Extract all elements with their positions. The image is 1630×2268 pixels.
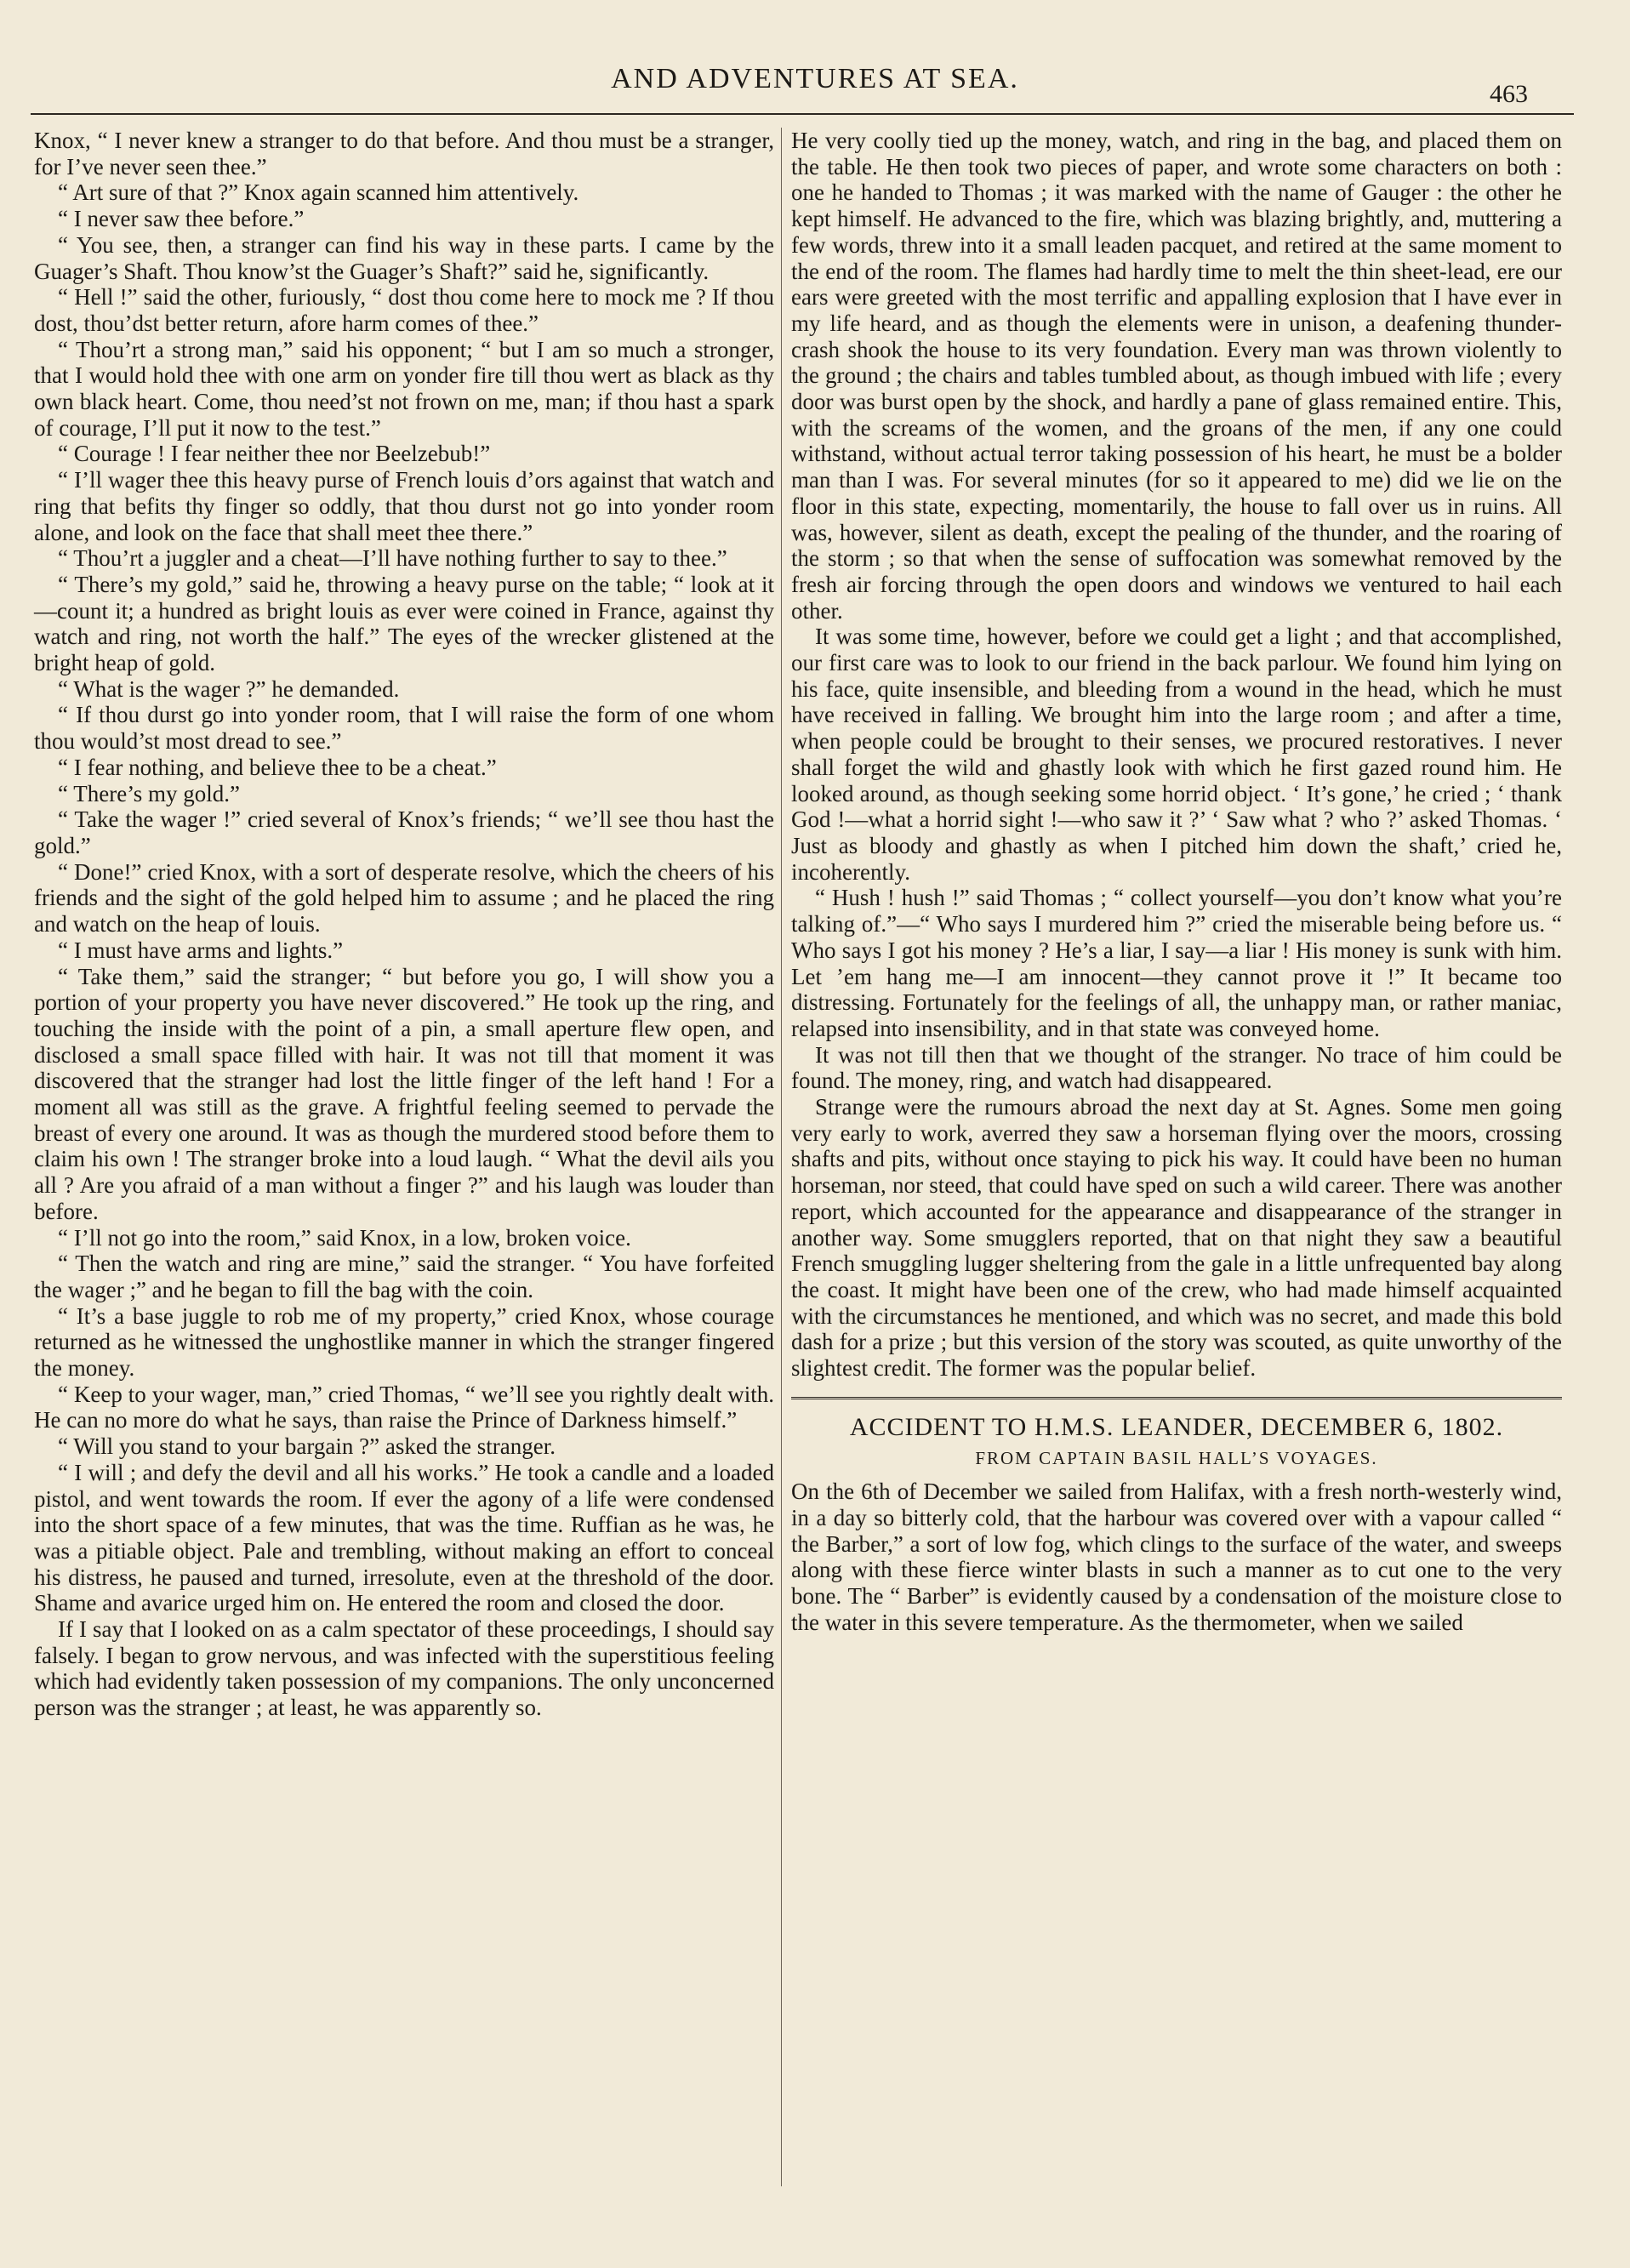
paragraph: “ Done!” cried Knox, with a sort of desperate resolve, which the cheers of his friends and the sight of the gold helped him to assume ; and he placed the ring and watch on the heap of louis. [34,858,774,937]
paragraph: If I say that I looked on as a calm spectator of these proceedings, I should say falsely. I began to grow nervous, and was infected with the superstitious feeling which had evidently taken possession of my companions. The only unconcerned person was the stranger ; at least, he was apparently so. [34,1616,774,1721]
paragraph: “ Thou’rt a juggler and a cheat—I’ll have nothing further to say to thee.” [58,545,727,572]
paragraph: He very coolly tied up the money, watch, and ring in the bag, and placed them on the table. He then took two pieces of paper, and wrote some characters on both : one he handed to Thomas ; it was marked with the name of Gauger : the other he kept himself. He advanced to the fire, which was blazing brightly, and, muttering a few words, threw into it a small leaden pacquet, and retired at the same moment to the end of the room. The flames had hardly time to melt the thin sheet-lead, ere our ears were greeted with the most terrific and appalling explosion that I have ever in my life heard, and as though the elements were in unison, a deafening thunder-crash shook the house to its very foundation. Every man was thrown violently to the ground ; the chairs and tables tumbled about, as though imbued with life ; every door was burst open by the shock, and hardly a pane of glass remained entire. This, with the screams of the women, and the groans of the men, if any one could withstand, without actual terror taking possession of his heart, he must be a bolder man than I was. For several minutes (for so it appeared to me) did we lie on the floor in this state, expecting, momentarily, the house to fall over us in ruins. All was, however, silent as death, except the pealing of the thunder, and the roaring of the storm ; so that when the sense of suffocation was somewhat removed by the fresh air forcing through the open doors and windows we ventured to hail each other. [791,128,1562,624]
paragraph: It was not till then that we thought of the stranger. No trace of him could be found. The money, ring, and watch had disappeared. [791,1041,1562,1094]
paragraph: Strange were the rumours abroad the next day at St. Agnes. Some men going very early to work, averred they saw a horseman flying over the moors, crossing shafts and pits, without once staying to pick his way. It could have been no human horseman, nor steed, that could have sped on such a wild career. There was another report, which accounted for the appearance and disappearance of the stranger in another way. Some smugglers reported, that on that night they saw a beautiful French smuggling lugger sheltering from the gale in a little unfrequented bay along the coast. It might have been one of the crew, who had made himself acquainted with the circumstances he mentioned, and which was no secret, and made this bold dash for a prize ; but this version of the story was scouted, as quite unworthy of the slightest credit. The former was the popular belief. [791,1094,1562,1382]
paragraph: “ I’ll not go into the room,” said Knox, in a low, broken voice. [58,1224,631,1251]
paragraph: “ I will ; and defy the devil and all his works.” He took a candle and a loaded pistol, and went towards the room. If ever the agony of a life were condensed into the short space of a few minutes, that was the time. Ruffian as he was, he was a pitiable object. Pale and trembling, without making an effort to conceal his distress, he paused and turned, irresolute, even at the threshold of the door. Shame and avarice urged him on. He entered the room and closed the door. [34,1459,774,1616]
paragraph: “ Hush ! hush !” said Thomas ; “ collect yourself—you don’t know what you’re talking of.”—“ Who says I murdered him ?” cried the miserable being before us. “ Who says I got his money ? He’s a liar, I say—a liar ! His money is sunk with him. Let ’em hang me—I am innocent—they cannot prove it !” It became too distressing. Fortunately for the feelings of all, the unhappy man, or rather maniac, relapsed into insensibility, and in that state was conveyed home. [791,885,1562,1041]
paragraph: “ Hell !” said the other, furiously, “ dost thou come here to mock me ? If thou dost, thou’dst better return, afore harm comes of thee.” [34,284,774,336]
paragraph: “ Keep to your wager, man,” cried Thomas, “ we’ll see you rightly dealt with. He can no more do what he says, than raise the Prince of Darkness himself.” [34,1381,774,1433]
paragraph: “ I never saw thee before.” [58,206,305,232]
section-subtitle: FROM CAPTAIN BASIL HALL’S VOYAGES. [975,1448,1378,1469]
paragraph: “ What is the wager ?” he demanded. [58,675,400,702]
running-head: AND ADVENTURES AT SEA. [611,63,1019,94]
paragraph: “ I’ll wager thee this heavy purse of French louis d’ors against that watch and ring that befits thy finger so oddly, that thou durst not go into yonder room alone, and look on the face that shall meet thee there.” [34,467,774,545]
paragraph: Knox, “ I never knew a stranger to do that before. And thou must be a stranger, for I’ve never seen thee.” [34,128,774,180]
paragraph: “ Courage ! I fear neither thee nor Beelzebub!” [58,441,491,467]
paragraph: “ Will you stand to your bargain ?” asked the stranger. [58,1433,556,1460]
column-divider [781,128,782,2186]
paragraph: “ Take the wager !” cried several of Knox’s friends; “ we’ll see thou hast the gold.” [34,806,774,858]
paragraph: “ It’s a base juggle to rob me of my property,” cried Knox, whose courage returned as he witnessed the unghostlike manner in which the stranger fingered the money. [34,1302,774,1382]
paragraph: It was some time, however, before we could get a light ; and that accomplished, our first care was to look to our friend in the back parlour. We found him lying on his face, quite insensible, and bleeding from a wound in the head, which he must have received in falling. We brought him into the large room ; and after a time, when people could be brought to their senses, we procured restoratives. I never shall forget the wild and ghastly look with which he first gazed round him. He looked around, as though seeking some horrid object. ‘ It’s gone,’ he cried ; ‘ thank God !—what a horrid sight !—who saw it ?’ ‘ Saw what ? who ?’ asked Thomas. ‘ Just as bloody and ghastly as when I pitched him down the shaft,’ cried he, incoherently. [791,624,1562,885]
paragraph: “ I must have arms and lights.” [58,937,344,963]
paragraph: “ I fear nothing, and believe thee to be a cheat.” [58,754,497,780]
right-column [791,128,1562,1635]
paragraph: “ Take them,” said the stranger; “ but before you go, I will show you a portion of your property you have never discovered.” He took up the ring, and touching the inside with the point of a pin, a small aperture flew open, and disclosed a small space filled with hair. It was not till that moment it was discovered that the stranger had lost the little finger of the left hand ! For a moment all was still as the grave. A frightful feeling seemed to pervade the breast of every one around. It was as though the murdered stood before them to claim his own ! The stranger broke into a loud laugh. “ What the devil ails you all ? Are you afraid of a man without a finger ?” and his laugh was louder than before. [34,963,774,1224]
paragraph: “ If thou durst go into yonder room, that I will raise the form of one whom thou would’st most dread to see.” [34,702,774,755]
section-rule [791,1397,1562,1399]
section-paragraph: On the 6th of December we sailed from Halifax, with a fresh north-westerly wind, in a day so bitterly cold, that the harbour was covered over with a vapour called “ the Barber,” a sort of low fog, which clings to the surface of the water, and sweeps along with these fierce winter blasts in such a manner as to cut one to the very bone. The “ Barber” is evidently caused by a condensation of the moisture close to the water in this severe temperature. As the thermometer, when we sailed [791,1479,1562,1635]
paragraph: “ There’s my gold.” [58,780,240,806]
right-column-story [791,128,1562,1382]
page-number: 463 [1490,80,1528,108]
paragraph: “ Then the watch and ring are mine,” said the stranger. “ You have forfeited the wager ;” and he began to fill the bag with the coin. [34,1251,774,1302]
left-column [34,128,774,1721]
paragraph: “ Art sure of that ?” Knox again scanned him attentively. [58,180,579,206]
paragraph: “ You see, then, a stranger can find his way in these parts. I came by the Guager’s Shaft. Thou know’st the Guager’s Shaft?” said he, significantly. [34,231,774,284]
section-title: ACCIDENT TO H.M.S. LEANDER, DECEMBER 6, 1802. [849,1412,1504,1441]
header-rule [31,113,1574,115]
paragraph: “ Thou’rt a strong man,” said his opponent; “ but I am so much a stronger, that I would hold thee with one arm on yonder fire till thou wert as black as thy own black heart. Come, thou need’st not frown on me, man; if thou hast a spark of courage, I’ll put it now to the test.” [34,336,774,441]
paragraph: “ There’s my gold,” said he, throwing a heavy purse on the table; “ look at it—count it; a hundred as bright louis as ever were coined in France, against thy watch and ring, not worth the half.” The eyes of the wrecker glistened at the bright heap of gold. [34,571,774,676]
